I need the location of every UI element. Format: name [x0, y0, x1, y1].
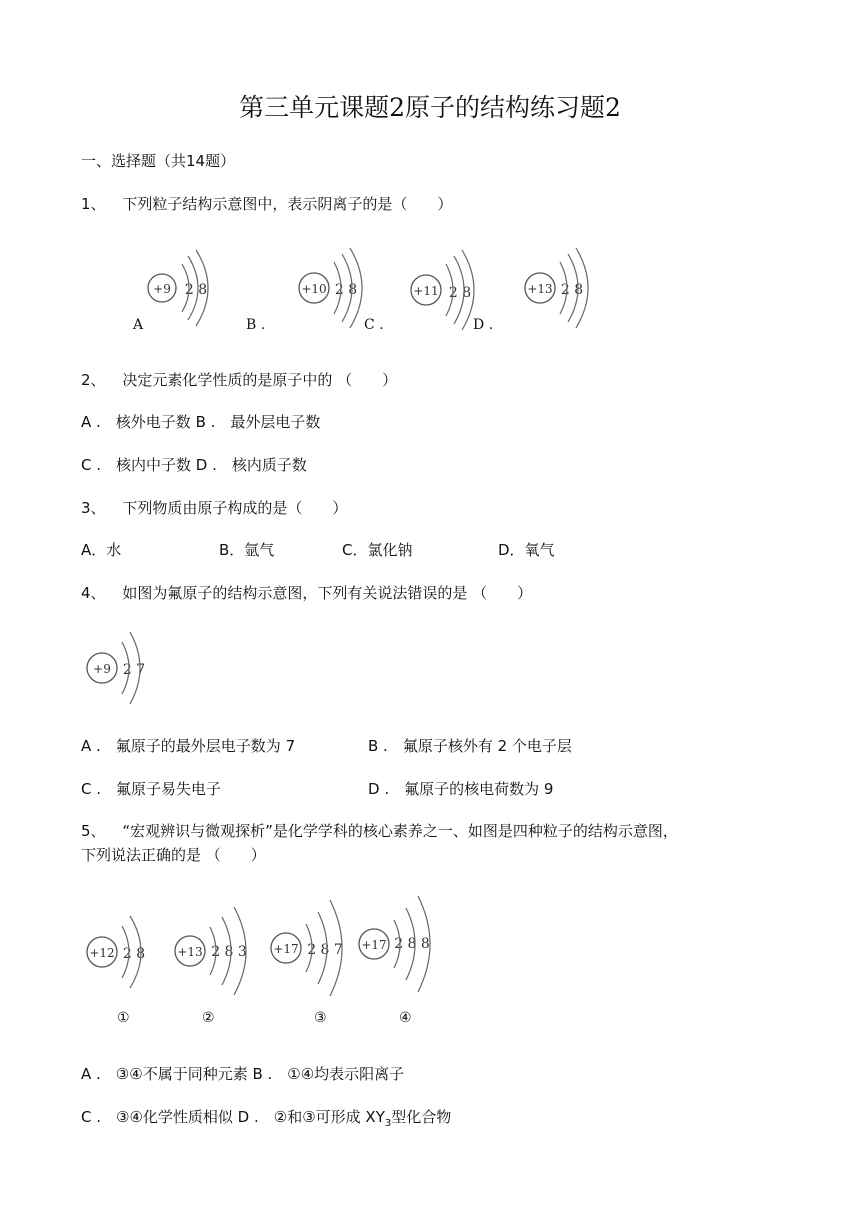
question-text: 下列粒子结构示意图中，表示阴离子的是（ ） [122, 195, 453, 213]
question-number: 2、 [81, 371, 106, 389]
options-line: A . ③④不属于同种元素 B . ①④均表示阳离子 [81, 1065, 405, 1083]
options-text-suffix: 型化合物 [391, 1108, 452, 1126]
figure-label-1: ① [117, 1010, 130, 1026]
question-3 [81, 497, 347, 518]
question-text: 如图为氟原子的结构示意图，下列有关说法错误的是 （ ） [122, 584, 533, 602]
electron-shells: 2 8 [184, 282, 208, 298]
nucleus-charge: +9 [93, 662, 111, 676]
option-b: B . 氟原子核外有 2 个电子层 [368, 737, 572, 755]
question-2 [81, 369, 397, 390]
page-title: 第三单元课题2原子的结构练习题2 [239, 93, 621, 122]
subscript: 3 [384, 1118, 392, 1129]
electron-shells: 2 8 [122, 946, 146, 962]
option-label-d: D . [473, 317, 494, 333]
question-4 [81, 582, 532, 603]
nucleus-charge: +9 [153, 282, 171, 296]
question-1 [81, 193, 452, 214]
atom-diagram-2 [172, 905, 262, 995]
options-line: A . 核外电子数 B . 最外层电子数 [81, 413, 321, 431]
figure-label-3: ③ [314, 1010, 327, 1026]
question-text: 下列物质由原子构成的是（ ） [122, 499, 348, 517]
option-a: A．水 [81, 541, 122, 559]
atom-diagram-d [522, 250, 602, 330]
option-d: D . 氟原子的核电荷数为 9 [368, 780, 554, 798]
question-number: 1、 [81, 195, 106, 213]
electron-shells: 2 8 3 [211, 944, 247, 960]
options-line [81, 1106, 451, 1127]
question-number: 4、 [81, 584, 106, 602]
option-b: B．氩气 [219, 541, 275, 559]
electron-shells: 2 8 [560, 282, 584, 298]
question-number: 3、 [81, 499, 106, 517]
option-c: C . 氟原子易失电子 [81, 780, 222, 798]
nucleus-charge: +17 [361, 938, 387, 952]
nucleus-charge: +11 [413, 284, 439, 298]
electron-shells: 2 7 [122, 662, 146, 678]
figure-label-4: ④ [399, 1010, 412, 1026]
atom-diagram-3 [268, 900, 358, 990]
nucleus-charge: +13 [527, 282, 553, 296]
question-text: “宏观辨识与微观探析”是化学学科的核心素养之一、如图是四种粒子的结构示意图， [122, 822, 678, 840]
nucleus-charge: +10 [301, 282, 327, 296]
electron-shells: 2 8 7 [307, 942, 343, 958]
option-label-c: C . [364, 317, 384, 333]
question-text: 决定元素化学性质的是原子中的 （ ） [122, 371, 398, 389]
options-text: C . ③④化学性质相似 D . ②和③可形成 XY [81, 1108, 385, 1126]
question-number: 5、 [81, 822, 106, 840]
atom-diagram-4 [356, 896, 446, 986]
option-c: C．氯化钠 [342, 541, 413, 559]
figure-label-2: ② [202, 1010, 215, 1026]
question-text-continued: 下列说法正确的是 （ ） [81, 846, 266, 864]
nucleus-charge: +17 [273, 942, 299, 956]
option-d: D．氧气 [498, 541, 555, 559]
option-a: A . 氟原子的最外层电子数为 7 [81, 737, 296, 755]
nucleus-charge: +12 [89, 946, 115, 960]
atom-diagram-1 [84, 912, 164, 992]
option-label-a: A [133, 317, 144, 333]
electron-shells: 2 8 8 [394, 936, 430, 952]
section-heading: 一、选择题（共14题） [81, 152, 236, 170]
electron-shells: 2 8 [334, 282, 358, 298]
atom-diagram-a [140, 250, 220, 330]
option-label-b: B . [246, 317, 266, 333]
nucleus-charge: +13 [177, 945, 203, 959]
options-line: C . 核内中子数 D . 核内质子数 [81, 456, 307, 474]
fluorine-atom-diagram [84, 630, 164, 710]
electron-shells: 2 8 [448, 285, 472, 301]
question-5 [81, 820, 678, 841]
